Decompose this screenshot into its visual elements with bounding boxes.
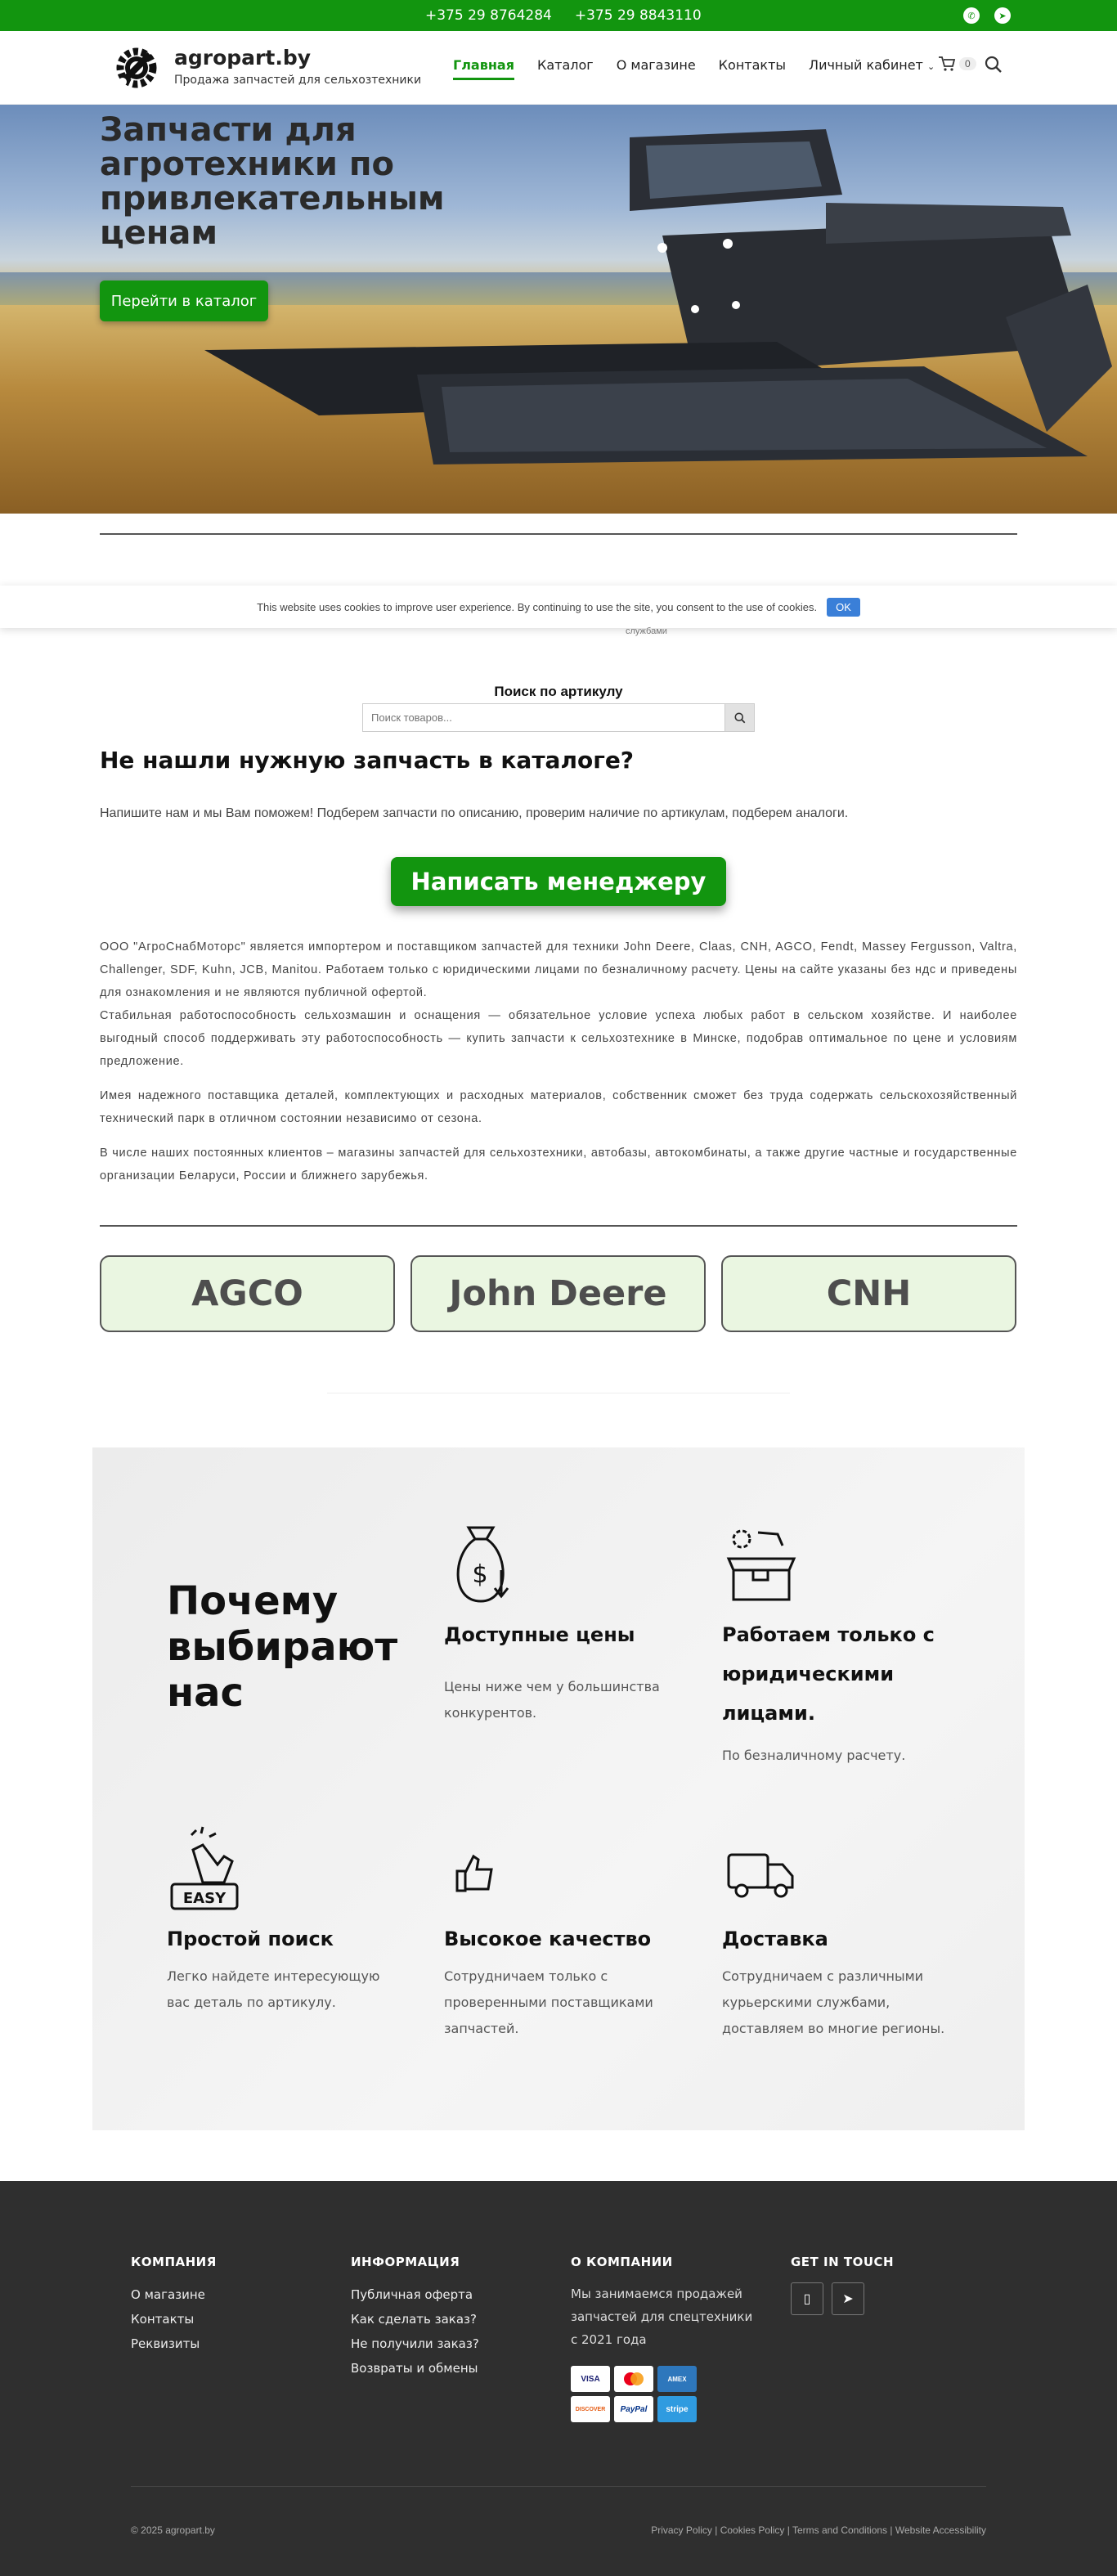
feature-title: Работаем только с юридическими лицами. [722,1623,935,1725]
phone-2-link[interactable]: +375 29 8843110 [574,7,702,24]
brand-john-deere-button[interactable]: John Deere [410,1255,706,1332]
thumbs-up-icon [444,1825,523,1915]
footer-link[interactable]: Не получили заказ? [351,2336,479,2351]
social-links [963,7,1011,24]
footer-column-title: О КОМПАНИИ [571,2255,673,2269]
money-bag-icon [444,1521,523,1611]
easy-hand-icon [167,1825,245,1915]
brand-cnh-button[interactable]: CNH [721,1255,1016,1332]
cart-count: 0 [959,57,976,70]
terms-link[interactable]: Terms and Conditions [792,2524,888,2536]
footer-about-column [571,2255,755,2422]
site-header [0,31,1117,105]
feature-text: Цены ниже чем у большинства конкурентов. [444,1679,660,1721]
product-search-form [362,703,755,732]
footer-about-text: Мы занимаемся продажей запчастей для спецтехники с 2021 года [571,2287,753,2347]
hero-banner [0,105,1117,514]
feature-prices [444,1521,689,1726]
telegram-icon[interactable]: ➤ [832,2282,864,2315]
svg-text:$: $ [472,1560,488,1589]
search-submit-button[interactable] [724,704,754,731]
nav-item-home[interactable]: Главная [453,57,514,80]
footer-link[interactable]: Публичная оферта [351,2287,473,2302]
footer-company-column [131,2255,217,2356]
phone-1-link[interactable]: +375 29 8764284 [425,7,552,24]
feature-delivery [722,1825,967,2042]
phone-icon[interactable]: ▯ [791,2282,823,2315]
paypal-icon: PayPal [614,2396,653,2422]
footer-link[interactable]: Как сделать заказ? [351,2312,477,2327]
privacy-policy-link[interactable]: Privacy Policy [651,2524,712,2536]
nav-item-account-label: Личный кабинет [809,57,923,73]
brand-agco-button[interactable]: AGCO [100,1255,395,1332]
legal-links: Privacy Policy | Cookies Policy | Terms and Conditions | Website Accessibility [651,2524,986,2536]
footer-column-title: ИНФОРМАЦИЯ [351,2255,460,2269]
cookie-ok-button[interactable]: OK [827,598,860,617]
discover-icon: DISCOVER [571,2396,610,2422]
top-bar [0,0,1117,31]
feature-title: Простой поиск [167,1928,334,1950]
footer-link[interactable]: Возвраты и обмены [351,2361,478,2376]
about-paragraph: Стабильная работоспособность сельхозмашин и оснащения — обязательное условие успеха любых работ в сельском хозяйстве. И наиболее выгодный способ поддерживать эту работоспособность — купить запчасти к сельхозтехнике в Минске, подобрав оптимальное по цене и условиям предложение. [100,1009,1017,1068]
not-found-heading: Не нашли нужную запчасть в каталоге? [100,747,635,774]
footer-contact-column [791,2255,894,2315]
copyright-text: © 2025 agropart.by [131,2524,215,2536]
search-icon[interactable] [985,56,1003,74]
feature-legal-entities [722,1521,967,1769]
go-to-catalog-button[interactable]: Перейти в каталог [100,280,268,321]
feature-text: По безналичному расчету. [722,1748,906,1763]
hero-title: Запчасти для агротехники по привлекательным ценам [100,111,445,252]
phone-list [425,0,702,31]
cookie-text: This website uses cookies to improve user experience. By continuing to use the site, you consent to the use of cookies. [257,600,818,613]
cart-button[interactable] [938,56,976,72]
feature-quality [444,1825,689,2042]
feature-text: Легко найдете интересующую вас деталь по артикулу. [167,1968,380,2010]
hidden-feature-text: службами [626,626,667,636]
search-label: Поиск по артикулу [494,684,623,699]
cart-icon [938,56,956,72]
whatsapp-icon[interactable]: ✆ [963,7,980,24]
feature-title: Доставка [722,1928,828,1950]
not-found-text: Напишите нам и мы Вам поможем! Подберем запчасти по описанию, проверим наличие по артикулам, подберем аналоги. [100,806,849,820]
gear-wrench-logo-icon[interactable] [111,43,162,93]
main-nav [453,57,935,80]
mastercard-icon [614,2366,653,2392]
site-tagline: Продажа запчастей для сельхозтехники [174,74,422,87]
about-company-text [100,936,1017,1199]
payment-methods [571,2366,755,2422]
search-icon [734,712,746,724]
footer-info-column [351,2255,479,2381]
section-divider [100,1225,1017,1227]
amex-icon: AMEX [657,2366,697,2392]
nav-item-account[interactable] [809,57,935,80]
feature-text: Сотрудничаем с различными курьерскими службами, доставляем во многие регионы. [722,1968,945,2036]
feature-title: Доступные цены [444,1623,635,1646]
footer-divider [131,2486,986,2487]
nav-item-catalog[interactable]: Каталог [536,57,594,73]
cookie-consent-bar [0,586,1117,628]
section-divider [100,533,1017,535]
footer-link[interactable]: О магазине [131,2287,205,2302]
stripe-icon: stripe [657,2396,697,2422]
chevron-down-icon: ⌄ [926,61,935,72]
site-footer [0,2181,1117,2576]
site-name[interactable]: agropart.by [174,46,312,70]
accessibility-link[interactable]: Website Accessibility [895,2524,986,2536]
gear-box-icon [722,1521,801,1611]
feature-text: Сотрудничаем только с проверенными поставщиками запчастей. [444,1968,653,2036]
brand-buttons [100,1255,1017,1332]
footer-link[interactable]: Реквизиты [131,2336,200,2351]
telegram-icon[interactable]: ➤ [994,7,1011,24]
nav-item-about[interactable]: О магазине [616,57,696,73]
feature-title: Высокое качество [444,1928,652,1950]
footer-column-title: GET IN TOUCH [791,2255,895,2269]
about-paragraph: Имея надежного поставщика деталей, комплектующих и расходных материалов, собственник сможет без труда содержать сельскохозяйственный технический парк в отличном состоянии независимо от сезона. [100,1089,1017,1125]
feature-easy-search [167,1825,412,2016]
write-manager-button[interactable]: Написать менеджеру [391,857,726,906]
truck-icon [722,1825,801,1915]
svg-text:EASY: EASY [182,1890,227,1907]
footer-column-title: КОМПАНИЯ [131,2255,217,2269]
about-paragraph: ООО "АгроСнабМоторс" является импортером и поставщиком запчастей для техники John Deere, Claas, CNH, AGCO, Fendt, Massey Fergusson, Valtra, Challenger, SDF, Kuhn, JCB, Manitou. Работаем только с юридическими лицами по безналичному расчету. Цены на сайте указаны без ндс и приведены для ознакомления и не являются публичной офертой. [100,940,1017,999]
contact-buttons [791,2282,894,2315]
visa-icon: VISA [571,2366,610,2392]
footer-link[interactable]: Контакты [131,2312,195,2327]
nav-item-contacts[interactable]: Контакты [718,57,787,73]
why-us-title: Почему выбирают нас [167,1578,398,1716]
product-search-input[interactable] [363,704,724,731]
about-paragraph: В числе наших постоянных клиентов – магазины запчастей для сельхозтехники, автобазы, автокомбинаты, а также другие частные и государственные организации Беларуси, России и ближнего зарубежья. [100,1147,1017,1183]
cookies-policy-link[interactable]: Cookies Policy [720,2524,785,2536]
